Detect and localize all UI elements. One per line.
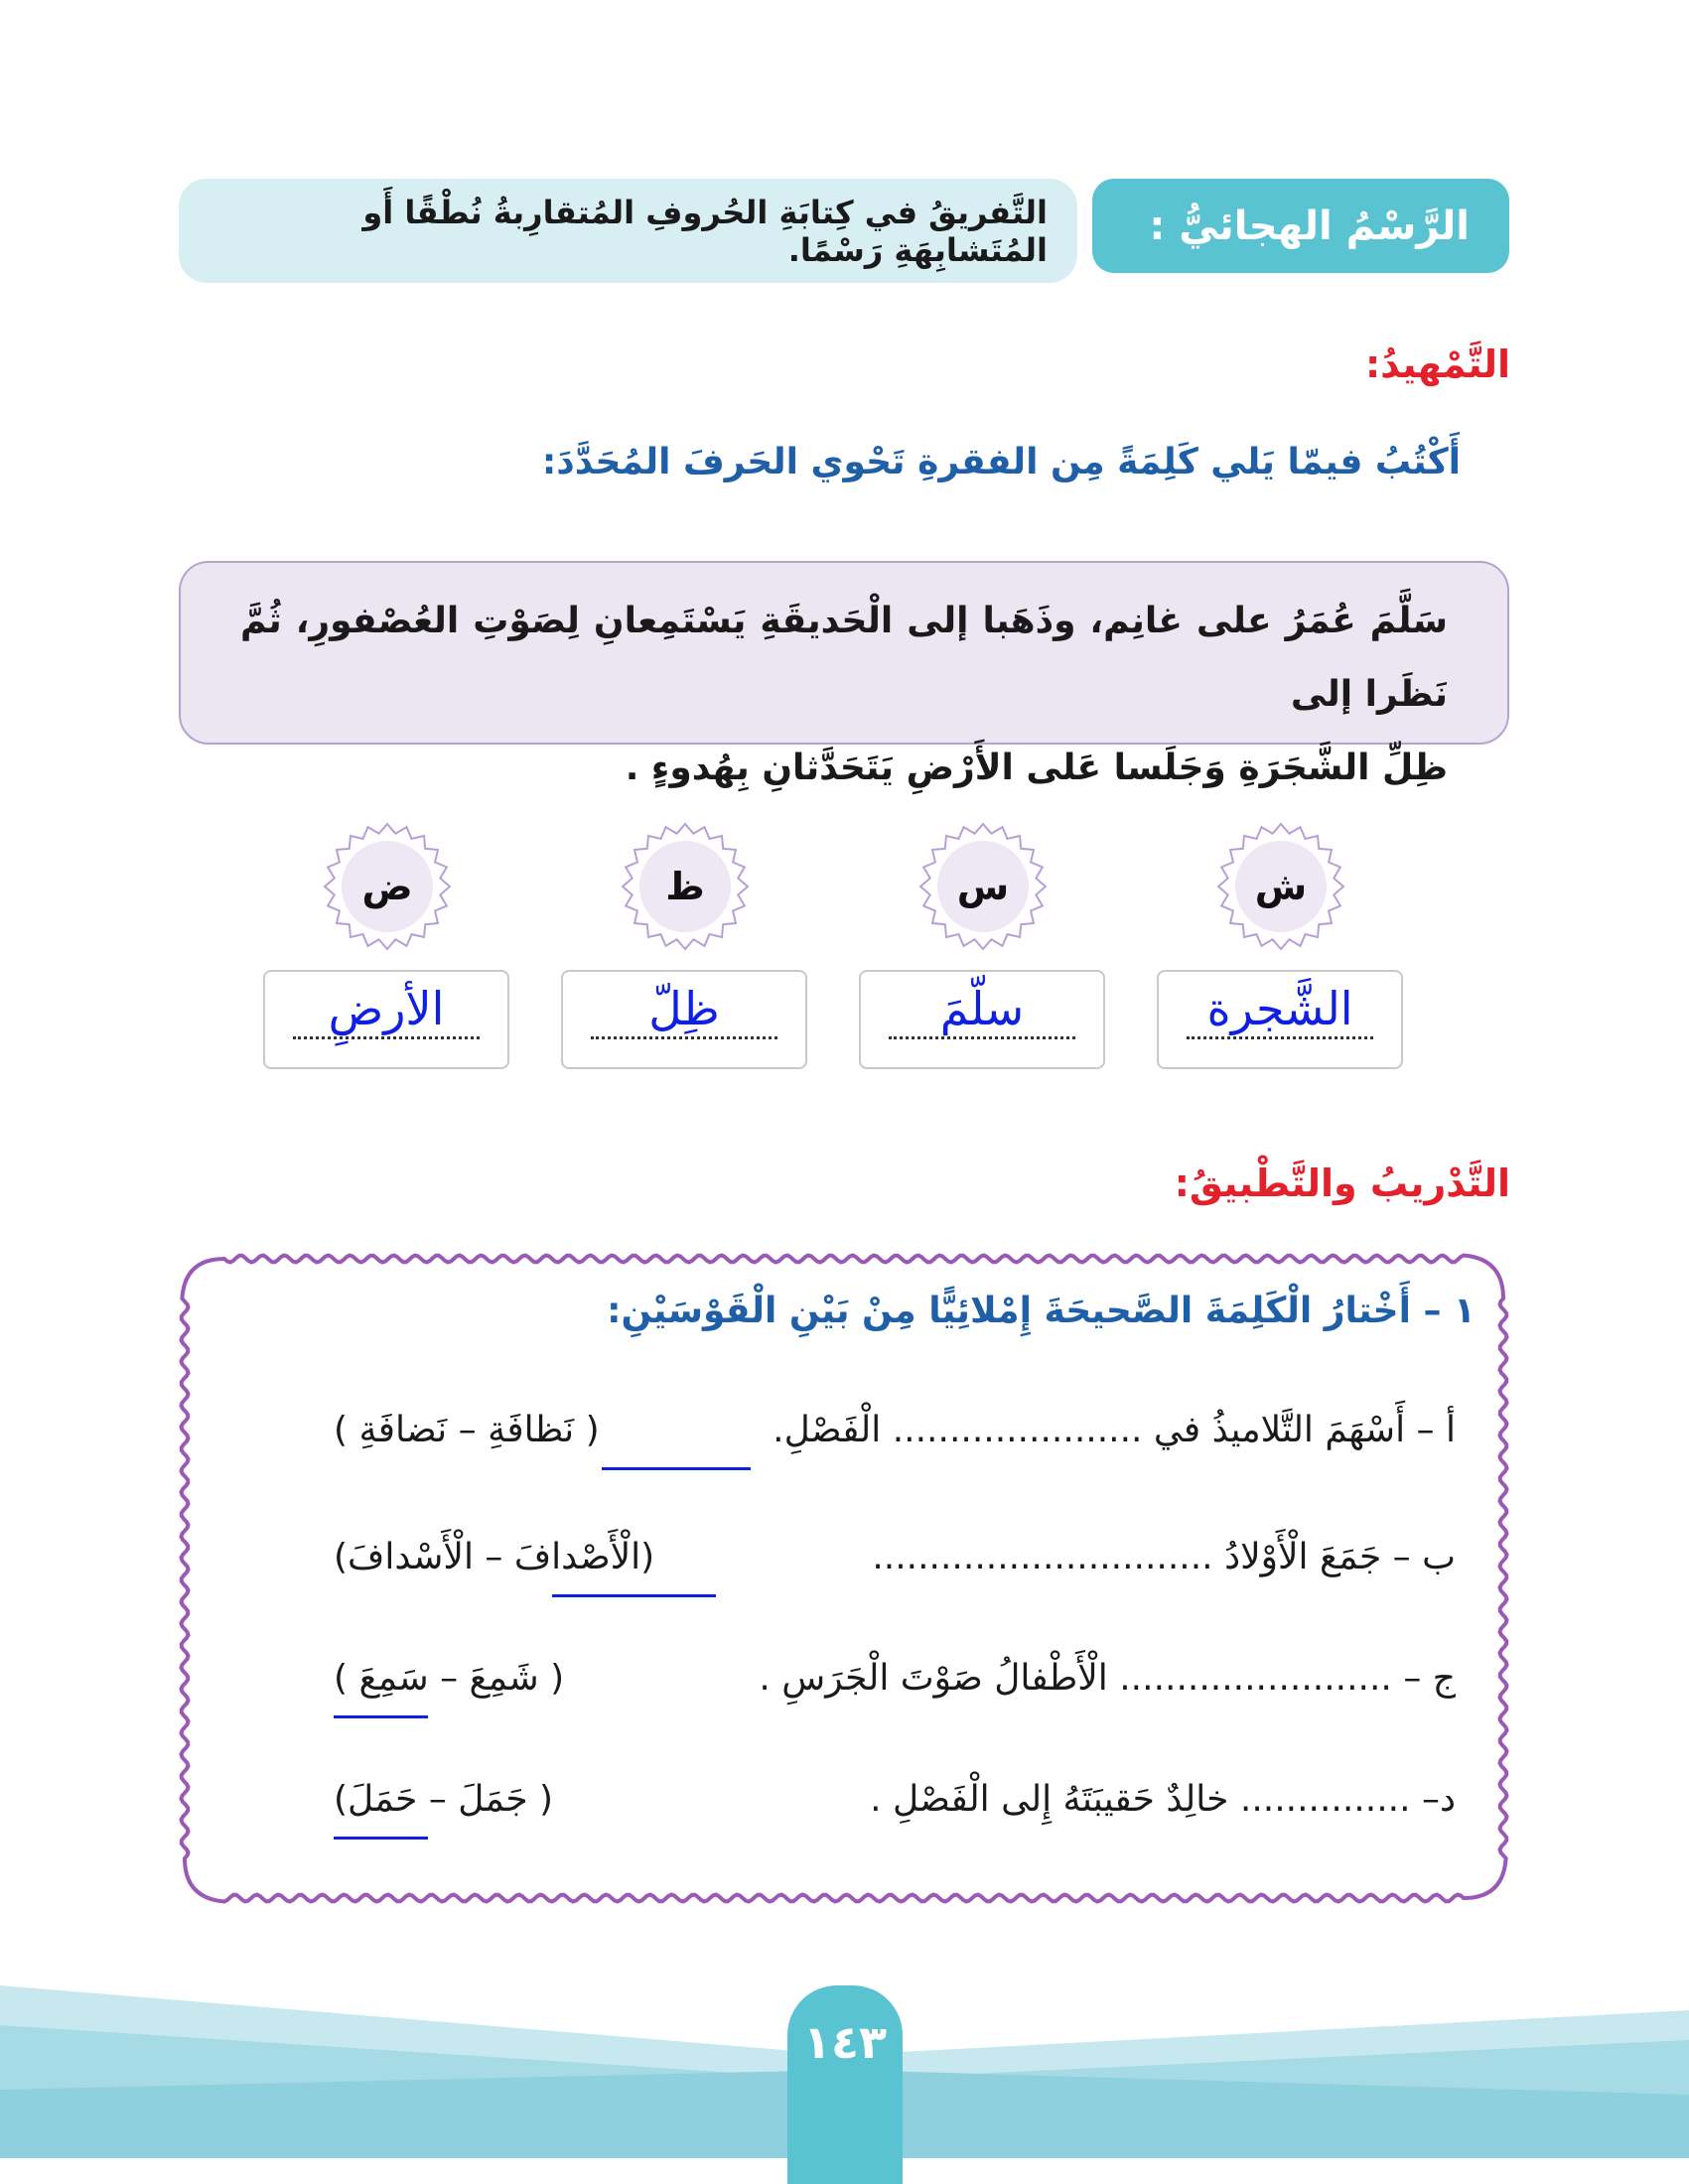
letter-badge <box>918 822 1048 951</box>
lesson-description: التَّفريقُ في كِتابَةِ الحُروفِ المُتقارِبةُ نُطْقًا أَو المُتَشابِهَةِ رَسْمًا. <box>179 179 1077 283</box>
passage-box <box>179 561 1509 788</box>
answer-box[interactable] <box>859 970 1105 1069</box>
answer-dotted-line <box>293 1036 480 1039</box>
letter-label: ظ <box>665 865 705 908</box>
practice-question: ١ – أَخْتارُ الْكَلِمَةَ الصَّحيحَةَ إِمْلائِيًّا مِنْ بَيْنِ الْقَوْسَيْنِ: <box>607 1291 1476 1331</box>
exercise-item <box>334 1779 1456 1848</box>
exercise-choices[interactable]: (الْأَصْدافَ – الْأَسْدافَ) <box>334 1537 655 1577</box>
selected-choice-underline <box>552 1594 716 1597</box>
letter-badge <box>323 822 452 951</box>
lesson-label: الرَّسْمُ الهجائيُّ : <box>1092 179 1509 273</box>
selected-choice-underline <box>334 1837 428 1840</box>
exercise-item <box>334 1537 1456 1606</box>
answer-box[interactable] <box>561 970 807 1069</box>
exercise-stem: أ – أَسْهَمَ التَّلاميذُ في ...................... الْفَصْلِ. <box>773 1410 1456 1450</box>
exercise-stem: ج – ........................ الْأَطْفالُ صَوْتَ الْجَرَسِ . <box>759 1658 1456 1699</box>
answer-word: ظِلّ <box>648 982 720 1035</box>
exercise-item <box>334 1410 1456 1479</box>
intro-title: التَّمْهيدُ: <box>1364 342 1510 386</box>
exercise-choices[interactable]: ( جَمَلَ – حَمَلَ) <box>334 1779 554 1820</box>
practice-title: التَّدْريبُ والتَّطْبيقُ: <box>1174 1161 1510 1205</box>
exercise-choices[interactable]: ( شَمِعَ – سَمِعَ ) <box>334 1658 565 1699</box>
answer-dotted-line <box>591 1036 777 1039</box>
passage-line-2: ظِلِّ الشَّجَرَةِ وَجَلَسا عَلى الأَرْضِ يَتَحَدَّثانِ بِهُدوءٍ . <box>625 748 1448 788</box>
answer-dotted-line <box>889 1036 1075 1039</box>
selected-choice-underline <box>334 1715 428 1718</box>
answer-word: سلّمَ <box>939 982 1025 1035</box>
exercise-choices[interactable]: ( نَظافَةِ – نَضافَةِ ) <box>334 1410 600 1450</box>
intro-instruction: أَكْتُبُ فيمّا يَلي كَلِمَةً مِن الفقرةِ تَحْوي الحَرفَ المُحَدَّدَ: <box>541 442 1461 482</box>
answer-box[interactable] <box>263 970 509 1069</box>
answer-word: الشَّجرة <box>1206 982 1353 1035</box>
answer-dotted-line <box>1187 1036 1373 1039</box>
exercise-stem: ب – جَمَعَ الْأَوْلادُ .............................. <box>872 1537 1456 1577</box>
exercise-stem: د– ............... خالِدٌ حَقيبَتَهُ إِلى الْفَصْلِ . <box>870 1779 1456 1820</box>
letter-label: ض <box>361 865 413 908</box>
passage-line-1: سَلَّمَ عُمَرُ على غانِم، وذَهَبا إلى الْحَديقَةِ يَسْتَمِعانِ لِصَوْتِ العُصْفورِ، ثُمَّ نَظَرا إلى <box>240 601 1448 715</box>
letter-badge <box>1216 822 1345 951</box>
letter-label: س <box>956 865 1010 908</box>
answer-word: الأرضِ <box>328 982 445 1035</box>
letter-label: ش <box>1254 865 1308 908</box>
selected-choice-underline <box>602 1467 751 1470</box>
exercise-item <box>334 1658 1456 1727</box>
letter-badge <box>621 822 750 951</box>
answer-box[interactable] <box>1157 970 1403 1069</box>
page-number: ١٤٣ <box>802 2015 888 2069</box>
